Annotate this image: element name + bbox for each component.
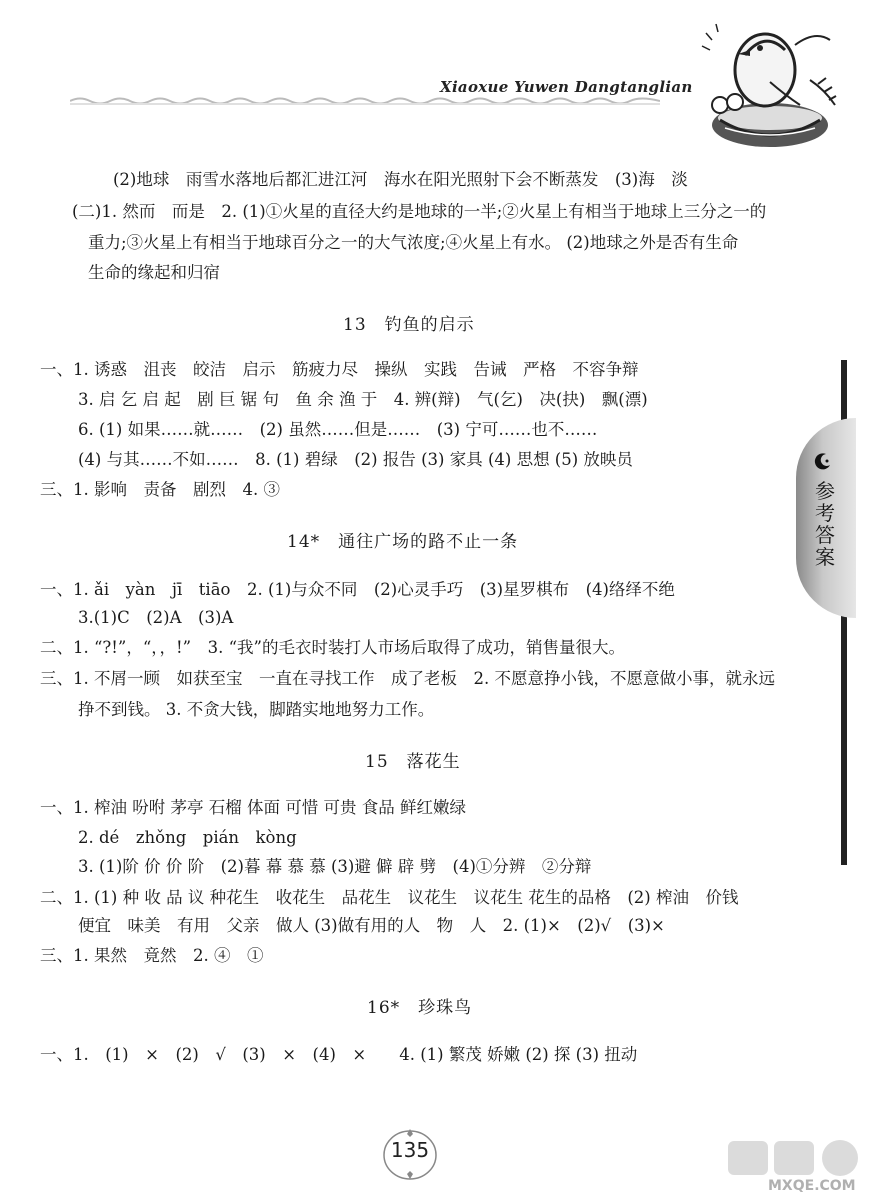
answer-line: 一、1. (1) × (2) √ (3) × (4) × 4. (1) 繁茂 娇嫩 (2) 探 (3) 扭动 <box>40 1045 638 1064</box>
header-title: Xiaoxue Yuwen Dangtanglian <box>440 78 693 96</box>
answer-line: 2. dé zhǒng pián kòng <box>78 828 297 847</box>
page-number: 135 <box>390 1138 430 1162</box>
answer-line: 一、1. 诱惑 沮丧 皎洁 启示 筋疲力尽 操纵 实践 告诫 严格 不容争辩 <box>40 360 639 379</box>
answer-line: 重力;③火星上有相当于地球百分之一的大气浓度;④火星上有水。 (2)地球之外是否有生命 <box>88 233 739 252</box>
answer-line: 二、1. “?!”，“，，!” 3. “我”的毛衣时装打人市场后取得了成功，销售量很大。 <box>40 638 625 657</box>
answer-key-label: 参考答案 <box>815 479 835 569</box>
crescent-icon <box>814 452 832 470</box>
answer-line: 便宜 味美 有用 父亲 做人 (3)做有用的人 物 人 2. (1)× (2)√ (3)× <box>78 916 665 935</box>
section-title: 14* 通往广场的路不止一条 <box>287 532 519 552</box>
answer-line: 三、1. 果然 竟然 2. ④ ① <box>40 946 264 965</box>
answer-line: 生命的缘起和归宿 <box>88 263 220 282</box>
answer-line: 挣不到钱。 3. 不贪大钱，脚踏实地地努力工作。 <box>78 700 435 719</box>
section-title: 13 钓鱼的启示 <box>343 315 475 335</box>
answer-line: 一、1. 榨油 吩咐 茅亭 石榴 体面 可惜 可贵 食品 鲜红嫩绿 <box>40 798 466 817</box>
answer-line: 三、1. 影响 责备 剧烈 4. ③ <box>40 480 280 499</box>
answer-line: 二、1. (1) 种 收 品 议 种花生 收花生 品花生 议花生 议花生 花生的品格 (2) 榨油 价钱 <box>40 888 739 907</box>
answer-line: 6. (1) 如果……就…… (2) 虽然……但是…… (3) 宁可……也不…… <box>78 420 598 439</box>
answer-line: (二)1. 然而 而是 2. (1)①火星的直径大约是地球的一半;②火星上有相当于地球上三分之一的 <box>72 202 767 221</box>
bird-nest-illustration-icon <box>690 10 840 160</box>
section-title: 15 落花生 <box>365 752 461 772</box>
header-decorative-rule <box>70 92 660 108</box>
watermark-domain: MXQE.COM <box>768 1178 856 1194</box>
answer-line: (2)地球 雨雪水落地后都汇进江河 海水在阳光照射下会不断蒸发 (3)海 淡 <box>113 170 688 189</box>
section-title: 16* 珍珠鸟 <box>367 998 473 1018</box>
answer-line: 三、1. 不屑一顾 如获至宝 一直在寻找工作 成了老板 2. 不愿意挣小钱，不愿意做小事，就永远 <box>40 669 775 688</box>
answer-line: 3.(1)C (2)A (3)A <box>78 608 234 627</box>
answer-line: 一、1. ǎi yàn jī tiāo 2. (1)与众不同 (2)心灵手巧 (3)星罗棋布 (4)络绎不绝 <box>40 580 675 599</box>
answer-line: 3. 启 乞 启 起 剧 巨 锯 句 鱼 余 渔 于 4. 辨(辩) 气(乞) 决(抉) 飘(漂) <box>78 390 648 409</box>
answer-line: 3. (1)阶 价 价 阶 (2)暮 幕 慕 慕 (3)避 僻 辟 劈 (4)①分辨 ②分辩 <box>78 857 592 876</box>
answer-line: (4) 与其……不如…… 8. (1) 碧绿 (2) 报告 (3) 家具 (4) 思想 (5) 放映员 <box>78 450 633 469</box>
